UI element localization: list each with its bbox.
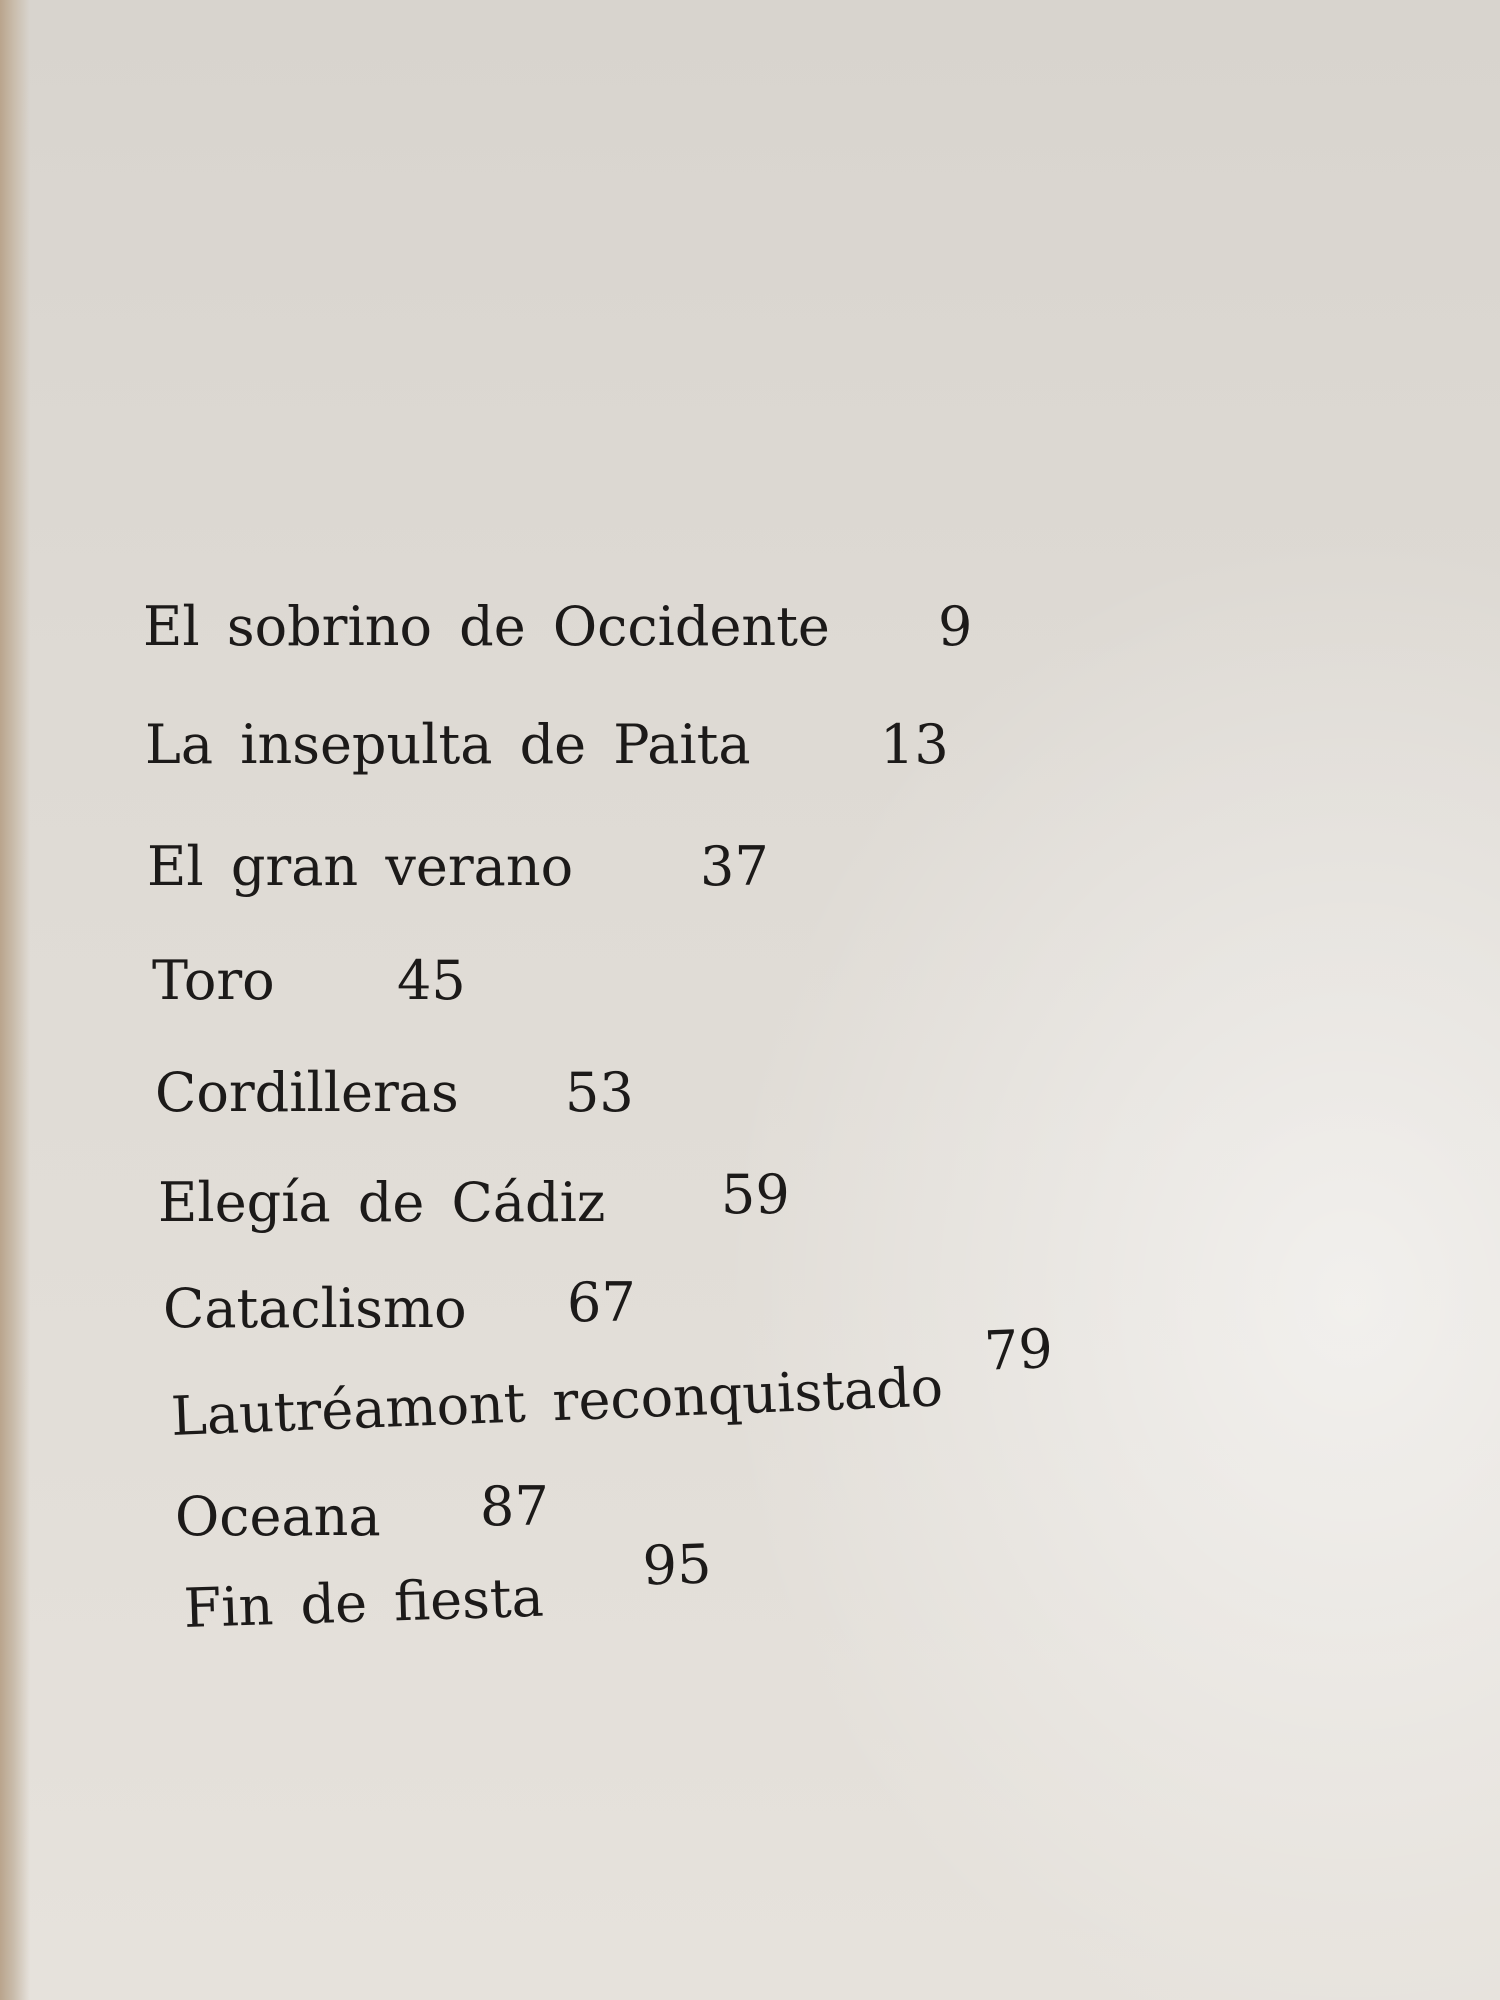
toc-entry-page: 87 xyxy=(480,1475,549,1538)
toc-entry-page: 79 xyxy=(982,1317,1054,1383)
toc-entry-title: Cordilleras xyxy=(155,1061,459,1124)
toc-entry-page: 9 xyxy=(938,595,973,658)
toc-entry-title: Toro xyxy=(152,949,275,1012)
toc-entry-title: La insepulta de Paita xyxy=(145,713,751,776)
toc-entry-title: El sobrino de Occidente xyxy=(143,595,830,658)
toc-entry-title: Fin de fiesta xyxy=(182,1565,545,1640)
toc-entry-title: El gran verano xyxy=(147,835,574,898)
toc-entry-page: 45 xyxy=(397,949,466,1012)
toc-entry-page: 59 xyxy=(721,1163,790,1226)
toc-entry-page: 53 xyxy=(565,1061,634,1124)
toc-entry-title: Cataclismo xyxy=(163,1277,467,1340)
toc-entry-title: Elegía de Cádiz xyxy=(158,1171,606,1234)
toc-entry-title: Oceana xyxy=(175,1485,381,1548)
toc-entry-title: Lautréamont reconquistado xyxy=(169,1355,945,1448)
toc-entry-page: 13 xyxy=(880,713,949,776)
toc-entry-page: 95 xyxy=(641,1532,713,1598)
toc-entry-page: 37 xyxy=(700,835,769,898)
toc-entry-page: 67 xyxy=(567,1271,636,1334)
